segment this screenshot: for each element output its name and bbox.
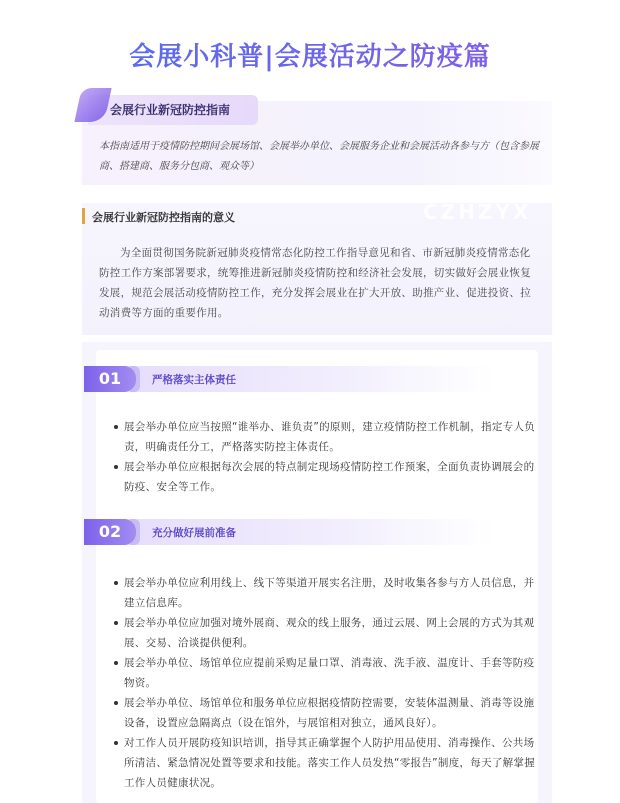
- guide-tag-label: 会展行业新冠防控指南: [110, 103, 231, 117]
- section-number: 01: [84, 366, 136, 392]
- list-item: 展会举办单位、场馆单位和服务单位应根据疫情防控需要，安装体温测量、消毒等设施设备，设置应急隔离点（设在馆外，与展馆相对独立，通风良好）。: [112, 693, 538, 733]
- page-title: 会展小科普|会展活动之防疫篇: [0, 36, 620, 73]
- guide-description: 本指南适用于疫情防控期间会展场馆、会展举办单位、会展服务企业和会展活动各参与方（包含参展商、搭建商、服务分包商、观众等）: [99, 141, 539, 172]
- section-number: 02: [84, 519, 136, 545]
- list-item: 展会举办单位应利用线上、线下等渠道开展实名注册，及时收集各参与方人员信息，并建立信息库。: [112, 573, 538, 613]
- watermark: CZHZYX: [423, 200, 532, 224]
- section-item-list: [112, 573, 538, 793]
- list-item: 展会举办单位应当按照“谁举办、谁负责”的原则，建立疫情防控工作机制，指定专人负责，明确责任分工，严格落实防控主体责任。: [112, 417, 538, 457]
- list-item: 展会举办单位应根据每次会展的特点制定现场疫情防控工作预案，全面负责协调展会的防疫、安全等工作。: [112, 457, 538, 497]
- list-item: 展会举办单位应加强对境外展商、观众的线上服务，通过云展、网上会展的方式为其观展、交易、洽谈提供便利。: [112, 613, 538, 653]
- section-header-background: [84, 519, 494, 545]
- section-header-background: [84, 366, 494, 392]
- significance-title: 会展行业新冠防控指南的意义: [92, 211, 235, 224]
- significance-accent-bar: [82, 208, 85, 224]
- list-item: 展会举办单位、场馆单位应提前采购足量口罩、消毒液、洗手液、温度计、手套等防疫物资。: [112, 653, 538, 693]
- section-title: 充分做好展前准备: [152, 527, 236, 539]
- significance-text: 为全面贯彻国务院新冠肺炎疫情常态化防控工作指导意见和省、市新冠肺炎疫情常态化防控工作方案部署要求，统筹推进新冠肺炎疫情防控和经济社会发展，切实做好会展业恢复发展，规范会展活动疫情防控工作，充分发挥会展业在扩大开放、助推产业、促进投资、拉动消费等方面的重要作用。: [99, 247, 531, 319]
- section-title: 严格落实主体责任: [152, 374, 236, 386]
- section-item-list: [112, 417, 538, 497]
- list-item: 对工作人员开展防疫知识培训，指导其正确掌握个人防护用品使用、消毒操作、公共场所清洁、紧急情况处置等要求和技能。落实工作人员发热“零报告”制度，每天了解掌握工作人员健康状况。: [112, 733, 538, 793]
